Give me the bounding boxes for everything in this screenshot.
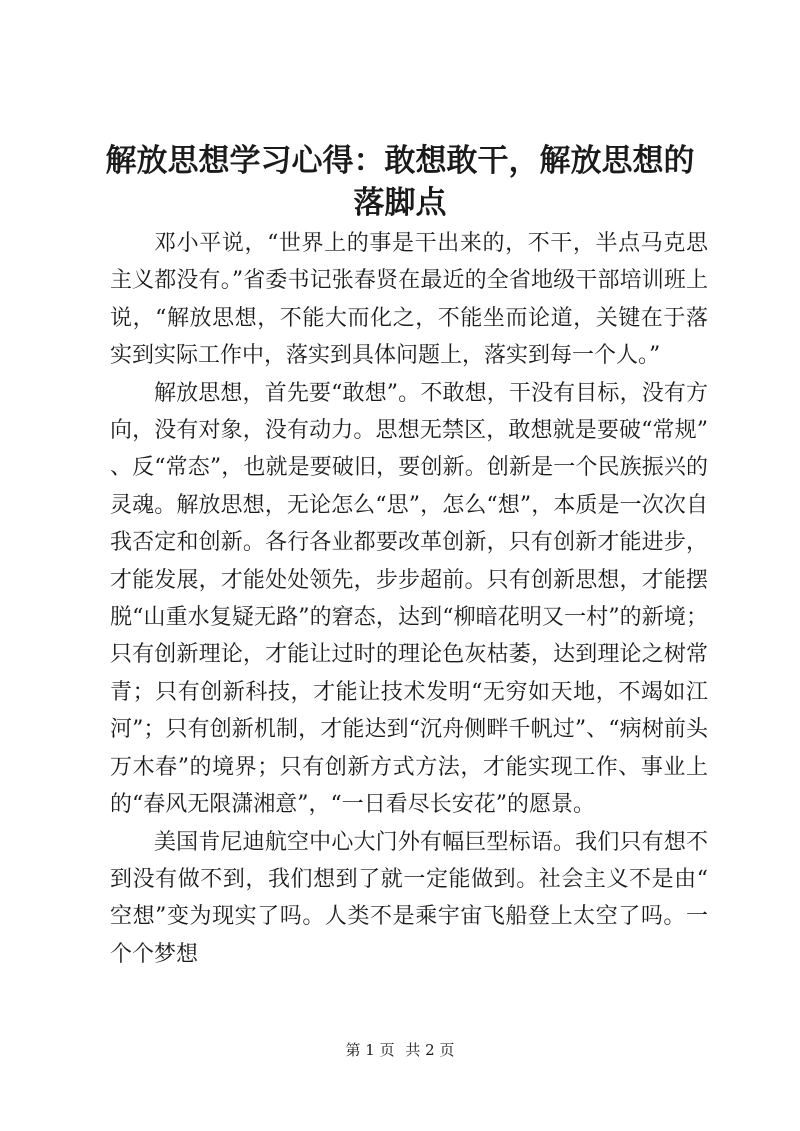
page-number: 第 1 页 [345,1041,395,1059]
paragraph-2: 解放思想，首先要“敢想”。不敢想，干没有目标，没有方向，没有对象，没有动力。思想无禁区，敢想就是要破“常规”、反“常态”，也就是要破旧，要创新。创新是一个民族振兴的灵魂。解放思想，无论怎么“思”，怎么“想”，本质是一次次自我否定和创新。各行各业都要改革创新，只有创新才能进步，才能发展，才能处处领先，步步超前。只有创新思想，才能摆脱“山重水复疑无路”的窘态，达到“柳暗花明又一村”的新境；只有创新理论，才能让过时的理论色灰枯萎，达到理论之树常青；只有创新科技，才能让技术发明“无穷如天地，不竭如江河”；只有创新机制，才能达到“沉舟侧畔千帆过”、“病树前头万木春”的境界；只有创新方式方法，才能实现工作、事业上的“春风无限潇湘意”，“一日看尽长安花”的愿景。 [110,380,708,818]
paragraph-1: 邓小平说，“世界上的事是干出来的，不干，半点马克思主义都没有。”省委书记张春贤在最近的全省地级干部培训班上说，“解放思想，不能大而化之，不能坐而论道，关键在于落实到实际工作中，落实到具体问题上，落实到每一个人。” [110,231,708,369]
document-body [110,225,708,973]
document-title: 解放思想学习心得：敢想敢干，解放思想的落脚点 [105,143,695,221]
page-total: 共 2 页 [405,1041,455,1059]
page-footer [0,1040,800,1060]
paragraph-3: 美国肯尼迪航空中心大门外有幅巨型标语。我们只有想不到没有做不到，我们想到了就一定能做到。社会主义不是由“空想”变为现实了吗。人类不是乘宇宙飞船登上太空了吗。一个个梦想 [110,829,708,967]
